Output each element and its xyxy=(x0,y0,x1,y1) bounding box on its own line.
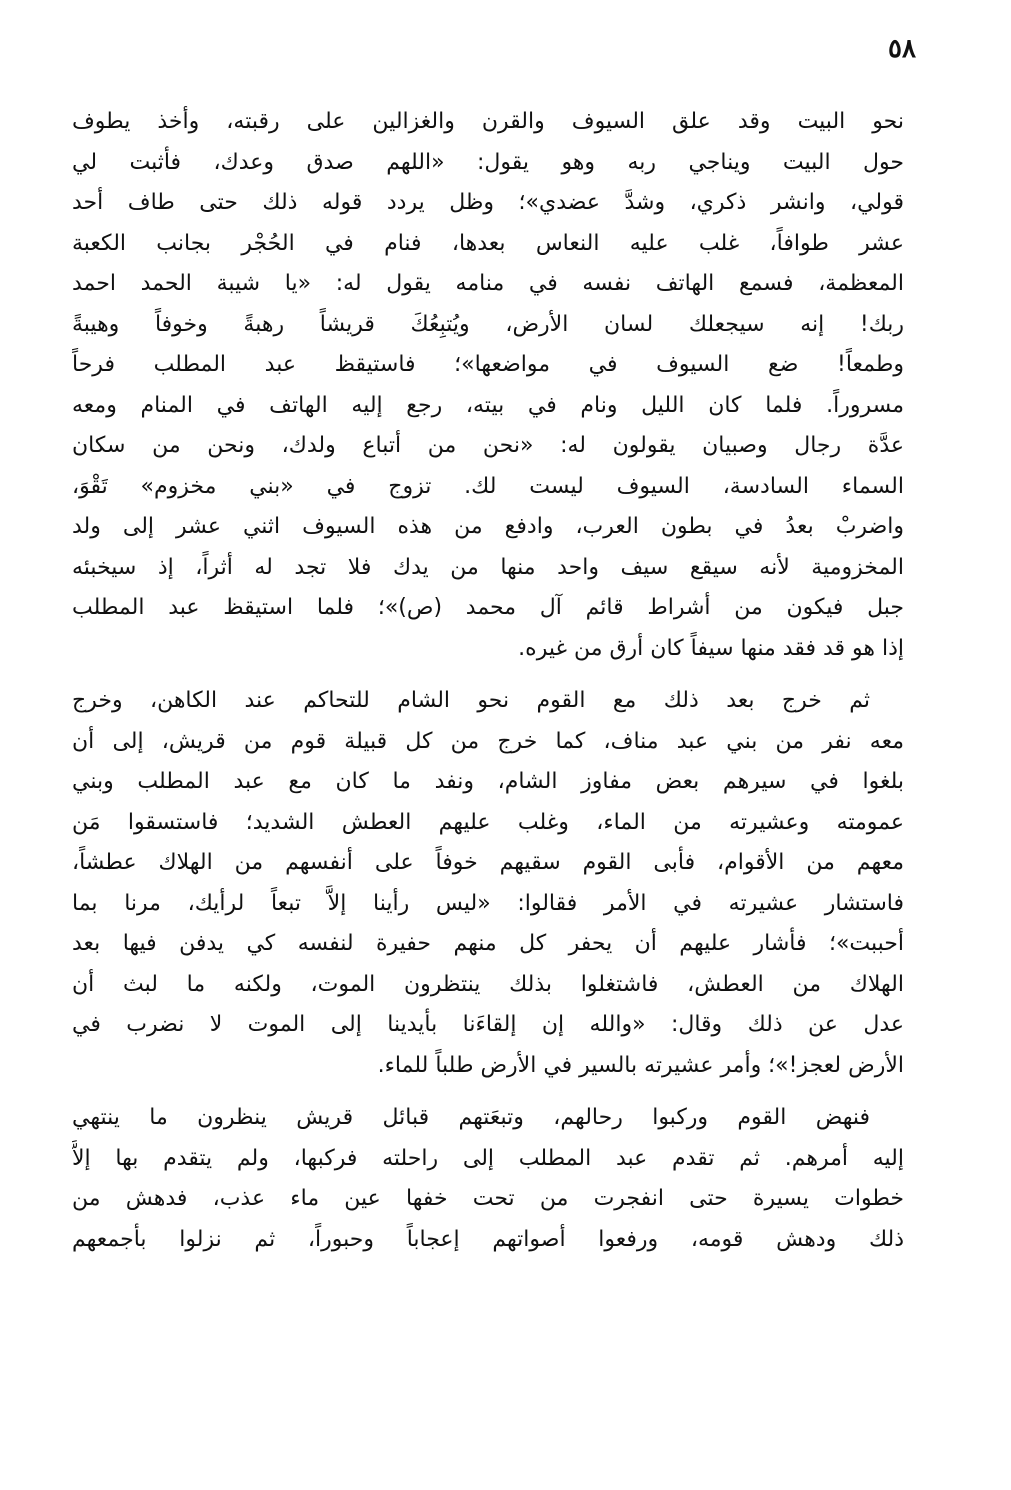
text-line: نحو البيت وقد علق السيوف والقرن والغزالين على رقبته، وأخذ يطوف xyxy=(72,109,904,134)
text-line: فاستشار عشيرته في الأمر فقالوا: «ليس رأينا إلاَّ تبعاً لرأيك، مرنا بما xyxy=(72,890,904,916)
text-line: المعظمة، فسمع الهاتف نفسه في منامه يقول له: «يا شيبة الحمد احمد xyxy=(72,271,904,296)
text-line: جبل فيكون من أشراط قائم آل محمد (ص)»؛ فلما استيقظ عبد المطلب xyxy=(72,595,904,620)
text-line: خطوات يسيرة حتى انفجرت من تحت خفها عين ماء عذب، فدهش من xyxy=(72,1186,904,1211)
text-line: المخزومية لأنه سيقع سيف واحد منها من يدك فلا تجد له أثراً، إذ سيخبئه xyxy=(72,554,904,580)
text-line: السماء السادسة، السيوف ليست لك. تزوج في «بني مخزوم» تَقْوَ، xyxy=(72,473,904,499)
text-line: وطمعاً! ضع السيوف في مواضعها»؛ فاستيقظ عبد المطلب فرحاً xyxy=(72,352,904,377)
text-line: إليه أمرهم. ثم تقدم عبد المطلب إلى راحلته فركبها، ولم يتقدم بها إلاَّ xyxy=(72,1145,904,1171)
text-line: ذلك ودهش قومه، ورفعوا أصواتهم إعجاباً وحبوراً، ثم نزلوا بأجمعهم xyxy=(72,1226,904,1252)
text-line: الأرض لعجز!»؛ وأمر عشيرته بالسير في الأرض طلباً للماء. xyxy=(377,1052,904,1078)
text-line: عدل عن ذلك وقال: «والله إن إلقاءَنا بأيدينا إلى الموت لا نضرب في xyxy=(72,1012,904,1037)
page-number: ٥٨ xyxy=(888,34,916,64)
text-line: عدَّة رجال وصبيان يقولون له: «نحن من أتباع ولدك، ونحن من سكان xyxy=(72,433,904,458)
text-line: الهلاك من العطش، فاشتغلوا بذلك ينتظرون الموت، ولكنه ما لبث أن xyxy=(72,971,904,997)
text-line: معه نفر من بني عبد مناف، كما خرج من كل قبيلة قوم من قريش، إلى أن xyxy=(72,728,904,754)
text-line: عمومته وعشيرته من الماء، وغلب عليهم العطش الشديد؛ فاستسقوا مَن xyxy=(72,809,904,835)
body-text xyxy=(72,102,904,1260)
text-line: ربك! إنه سيجعلك لسان الأرض، ويُتبِعُكَ قريشاً رهبةً وخوفاً وهيبةً xyxy=(72,311,904,337)
text-line: إذا هو قد فقد منها سيفاً كان أرق من غيره. xyxy=(518,635,904,661)
text-line: ثم خرج بعد ذلك مع القوم نحو الشام للتحاكم عند الكاهن، وخرج xyxy=(72,688,870,713)
paragraph xyxy=(72,1098,904,1260)
text-line: واضربْ بعدُ في بطون العرب، وادفع من هذه السيوف اثني عشر إلى ولد xyxy=(72,514,904,539)
text-line: قولي، وانشر ذكري، وشدَّ عضدي»؛ وظل يردد قوله ذلك حتى طاف أحد xyxy=(72,190,904,215)
text-line: عشر طوافاً، غلب عليه النعاس بعدها، فنام في الحُجْر بجانب الكعبة xyxy=(72,230,904,256)
text-line: مسروراً. فلما كان الليل ونام في بيته، رجع إليه الهاتف في المنام ومعه xyxy=(72,392,904,418)
text-line: بلغوا في سيرهم بعض مفاوز الشام، ونفد ما كان مع عبد المطلب وبني xyxy=(72,769,904,794)
text-line: معهم من الأقوام، فأبى القوم سقيهم خوفاً على أنفسهم من الهلاك عطشاً، xyxy=(72,850,904,875)
text-line: حول البيت ويناجي ربه وهو يقول: «اللهم صدق وعدك، فأثبت لي xyxy=(72,149,904,175)
paragraph xyxy=(72,102,904,669)
paragraph xyxy=(72,681,904,1086)
text-line: أحببت»؛ فأشار عليهم أن يحفر كل منهم حفيرة لنفسه كي يدفن فيها بعد xyxy=(72,931,904,956)
text-line: فنهض القوم وركبوا رحالهم، وتبعَتهم قبائل قريش ينظرون ما ينتهي xyxy=(72,1105,870,1130)
